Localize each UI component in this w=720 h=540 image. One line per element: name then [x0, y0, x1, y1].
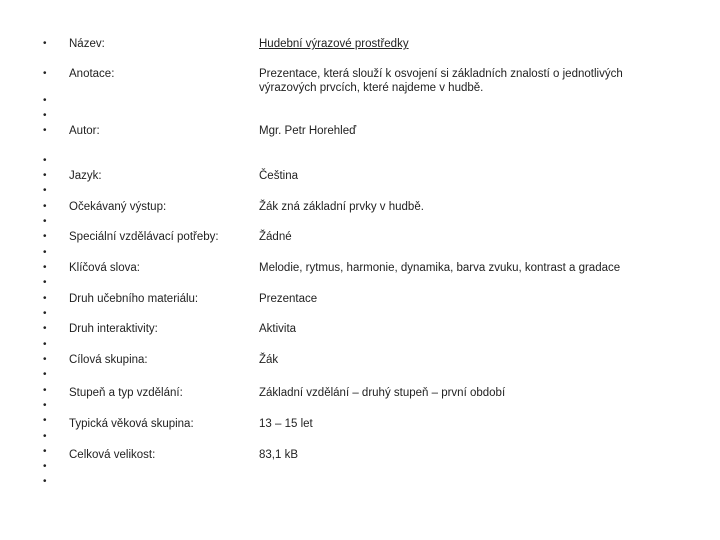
- field-label: Stupeň a typ vzdělání:: [69, 387, 183, 399]
- bullet: •: [43, 247, 47, 258]
- field-label: Jazyk:: [69, 170, 102, 182]
- field-label: Autor:: [69, 125, 100, 137]
- bullet: •: [43, 201, 47, 212]
- field-label: Speciální vzdělávací potřeby:: [69, 231, 219, 243]
- field-value-size: 83,1 kB: [259, 449, 298, 461]
- field-value-language: Čeština: [259, 170, 298, 182]
- field-label: Anotace:: [69, 68, 115, 80]
- field-value-annotation: Prezentace, která slouží k osvojení si základních znalostí o jednotlivých výrazových prvcích, které najdeme v hudbě.: [259, 68, 623, 94]
- field-label: Celková velikost:: [69, 449, 156, 461]
- bullet: •: [43, 415, 47, 426]
- bullet: •: [43, 339, 47, 350]
- field-value-age-group: 13 – 15 let: [259, 418, 313, 430]
- field-value-outcome: Žák zná základní prvky v hudbě.: [259, 201, 424, 213]
- bullet: •: [43, 38, 47, 49]
- field-label: Druh interaktivity:: [69, 323, 158, 335]
- bullet: •: [43, 446, 47, 457]
- bullet: •: [43, 231, 47, 242]
- bullet: •: [43, 155, 47, 166]
- field-label: Typická věková skupina:: [69, 418, 194, 430]
- bullet: •: [43, 431, 47, 442]
- field-label: Cílová skupina:: [69, 354, 148, 366]
- field-label: Název:: [69, 38, 105, 50]
- bullet: •: [43, 170, 47, 181]
- bullet: •: [43, 68, 47, 79]
- field-label: Druh učebního materiálu:: [69, 293, 199, 305]
- bullet: •: [43, 185, 47, 196]
- bullet: •: [43, 293, 47, 304]
- bullet: •: [43, 323, 47, 334]
- bullet: •: [43, 110, 47, 121]
- field-value-interactivity: Aktivita: [259, 323, 297, 335]
- field-value-keywords: Melodie, rytmus, harmonie, dynamika, barva zvuku, kontrast a gradace: [259, 262, 621, 274]
- bullet: •: [43, 385, 47, 396]
- field-label: Klíčová slova:: [69, 262, 140, 274]
- bullet: •: [43, 461, 47, 472]
- bullet: •: [43, 216, 47, 227]
- field-label: Očekávaný výstup:: [69, 201, 167, 213]
- bullet: •: [43, 277, 47, 288]
- field-value-education-level: Základní vzdělání – druhý stupeň – první období: [259, 387, 506, 399]
- field-value-material-type: Prezentace: [259, 293, 318, 305]
- bullet: •: [43, 262, 47, 273]
- bullet: •: [43, 95, 47, 106]
- bullet: •: [43, 354, 47, 365]
- bullet: •: [43, 308, 47, 319]
- field-value-title: Hudební výrazové prostředky: [259, 38, 409, 50]
- bullet: •: [43, 125, 47, 136]
- field-value-target-group: Žák: [259, 354, 279, 366]
- bullet: •: [43, 400, 47, 411]
- field-value-needs: Žádné: [259, 231, 292, 243]
- bullet: •: [43, 476, 47, 487]
- field-value-author: Mgr. Petr Horehleď: [259, 125, 357, 137]
- bullet: •: [43, 369, 47, 380]
